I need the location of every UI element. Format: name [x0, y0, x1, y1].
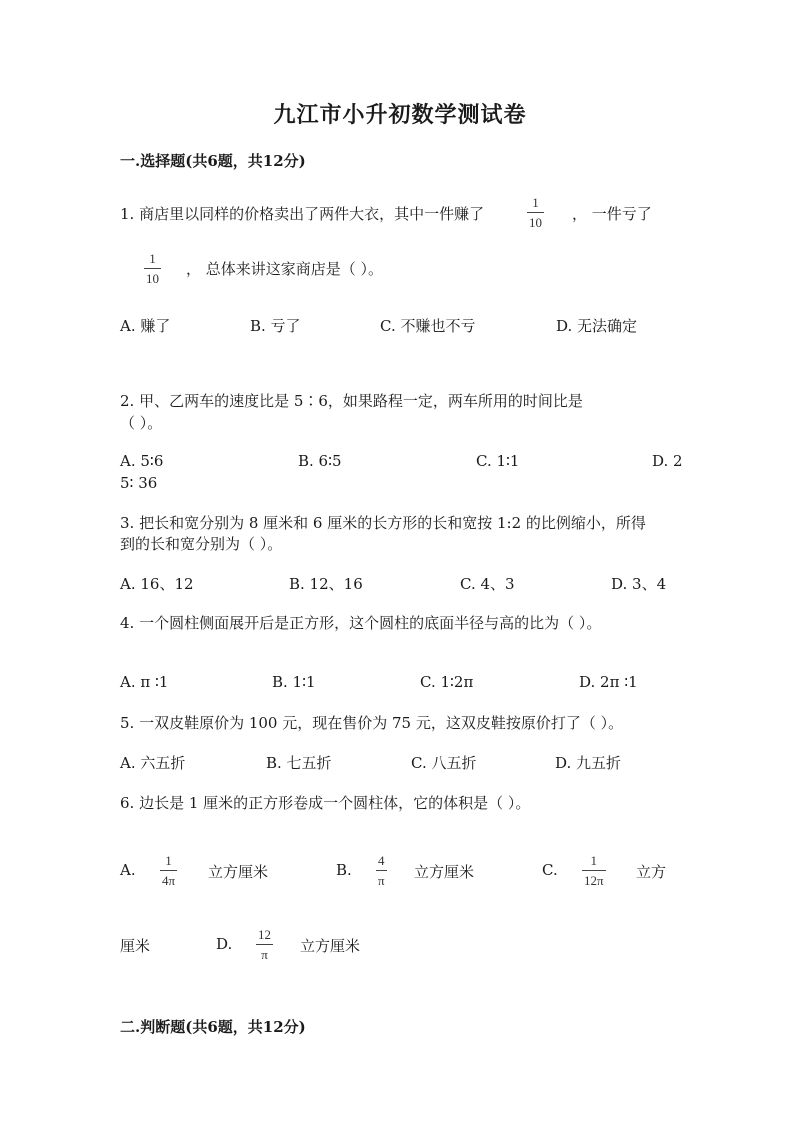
question-3-text-line1: 3. 把长和宽分别为 8 厘米和 6 厘米的长方形的长和宽按 1:2 的比例缩小，所得: [120, 514, 646, 532]
question-1-option-c: C. 不赚也不亏: [380, 317, 476, 335]
question-6-text: 6. 边长是 1 厘米的正方形卷成一个圆柱体，它的体积是（ ）。: [120, 794, 531, 812]
fraction-denominator: π: [378, 873, 385, 888]
question-1-option-b: B. 亏了: [250, 317, 301, 335]
question-4-option-c: C. 1∶2π: [420, 673, 474, 691]
question-6-option-c-label: C.: [542, 861, 558, 879]
fraction-denominator: π: [261, 947, 268, 962]
question-3-option-b: B. 12、16: [289, 575, 363, 593]
question-6-option-c-unit-wrap: 厘米: [120, 937, 151, 955]
question-6-option-b-fraction: [376, 854, 387, 887]
question-5-option-d: D. 九五折: [555, 754, 622, 772]
question-2-option-d-wrap: 5∶ 36: [120, 474, 158, 492]
question-4-option-a: A. π ∶1: [120, 673, 169, 691]
section-heading-judgement: 二.判断题(共6题，共12分): [120, 1018, 306, 1036]
fraction-numerator: 4: [378, 853, 385, 868]
question-5-text: 5. 一双皮鞋原价为 100 元，现在售价为 75 元，这双皮鞋按原价打了（ ）。: [120, 714, 624, 732]
fraction-numerator: 1: [532, 195, 539, 210]
question-2-option-c: C. 1∶1: [476, 452, 520, 470]
question-2-option-b: B. 6∶5: [298, 452, 342, 470]
question-4-text: 4. 一个圆柱侧面展开后是正方形，这个圆柱的底面半径与高的比为（ ）。: [120, 614, 602, 632]
fraction-denominator: 10: [529, 215, 542, 230]
fraction-denominator: 10: [146, 271, 159, 286]
question-3-text-line2: 到的长和宽分别为（ ）。: [120, 535, 283, 553]
question-2-option-d: D. 2: [652, 452, 683, 470]
fraction-denominator: 12π: [584, 873, 604, 888]
question-2-text-line2: （ ）。: [120, 414, 163, 432]
question-1-option-d: D. 无法确定: [556, 317, 638, 335]
question-1-fraction-1: [527, 196, 544, 229]
question-6-option-a-fraction: [160, 854, 177, 887]
question-2-option-a: A. 5∶6: [120, 452, 164, 470]
fraction-numerator: 12: [258, 927, 271, 942]
question-1-text-b: ， 一件亏了: [572, 205, 652, 223]
question-5-option-a: A. 六五折: [120, 754, 186, 772]
fraction-bar: [527, 212, 544, 213]
question-1-fraction-2: [144, 252, 161, 285]
fraction-bar: [376, 870, 387, 871]
question-3-option-a: A. 16、12: [120, 575, 194, 593]
question-6-option-a-label: A.: [120, 861, 136, 879]
question-2-text-line1: 2. 甲、乙两车的速度比是 5∶6，如果路程一定，两车所用的时间比是: [120, 392, 583, 410]
question-4-option-b: B. 1∶1: [272, 673, 316, 691]
question-3-option-d: D. 3、4: [611, 575, 667, 593]
question-1-option-a: A. 赚了: [120, 317, 171, 335]
page-title: 九江市小升初数学测试卷: [273, 102, 527, 128]
fraction-numerator: 1: [149, 251, 156, 266]
question-6-option-a-unit: 立方厘米: [208, 863, 269, 881]
question-6-option-d-label: D.: [216, 935, 233, 953]
fraction-bar: [582, 870, 606, 871]
question-6-option-b-label: B.: [336, 861, 352, 879]
question-1-text-c: ， 总体来讲这家商店是（ ）。: [186, 260, 384, 278]
question-6-option-b-unit: 立方厘米: [414, 863, 475, 881]
question-5-option-c: C. 八五折: [411, 754, 477, 772]
question-6-option-d-unit: 立方厘米: [300, 937, 361, 955]
question-1-text-a: 1. 商店里以同样的价格卖出了两件大衣，其中一件赚了: [120, 205, 485, 223]
fraction-bar: [144, 268, 161, 269]
question-4-option-d: D. 2π ∶1: [579, 673, 638, 691]
question-6-option-c-unit: 立方: [636, 863, 667, 881]
fraction-numerator: 1: [590, 853, 598, 868]
question-6-option-c-fraction: [582, 854, 606, 887]
fraction-denominator: 4π: [162, 873, 176, 888]
fraction-bar: [160, 870, 177, 871]
question-6-option-d-fraction: [256, 928, 273, 961]
fraction-numerator: 1: [165, 853, 172, 868]
question-3-option-c: C. 4、3: [460, 575, 515, 593]
question-5-option-b: B. 七五折: [266, 754, 332, 772]
section-heading-choice: 一.选择题(共6题，共12分): [120, 152, 306, 170]
fraction-bar: [256, 944, 273, 945]
